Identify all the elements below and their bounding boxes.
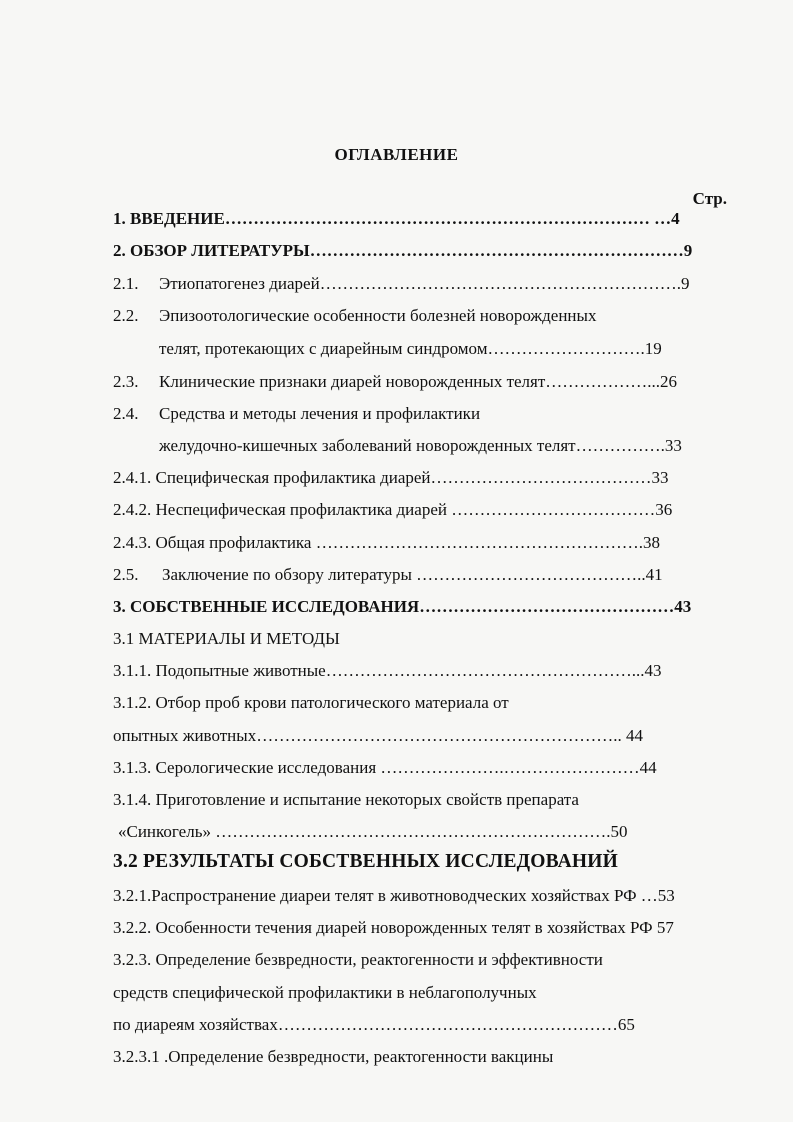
toc-entry: 2. ОБЗОР ЛИТЕРАТУРЫ…………………………………………………………9	[113, 241, 693, 260]
toc-entry: Средства и методы лечения и профилактики	[159, 404, 481, 423]
toc-entry: 3. СОБСТВЕННЫЕ ИССЛЕДОВАНИЯ………………………………………43	[113, 597, 692, 616]
page-column-label: Стр.	[692, 189, 727, 208]
toc-entry: 1. ВВЕДЕНИЕ………………………………………………………………… …4	[113, 209, 680, 228]
toc-entry-continuation: желудочно-кишечных заболеваний новорожденных телят…………….33	[159, 436, 682, 455]
toc-section-heading: 3.1 МАТЕРИАЛЫ И МЕТОДЫ	[113, 629, 340, 648]
toc-entry: Клинические признаки диарей новорожденных телят………………...26	[159, 372, 678, 391]
toc-entry-number: 2.2.	[113, 306, 139, 325]
toc-entry: 3.1.2. Отбор проб крови патологического материала от	[113, 693, 509, 712]
toc-entry-number: 2.3.	[113, 372, 139, 391]
toc-entry-continuation: телят, протекающих с диарейным синдромом……………………….19	[159, 339, 662, 358]
toc-entry: 2.4.2. Неспецифическая профилактика диарей ………………………………36	[113, 500, 673, 519]
toc-entry: 3.1.1. Подопытные животные………………………………………………...43	[113, 661, 662, 680]
toc-entry: 3.2.1.Распространение диареи телят в животноводческих хозяйствах РФ …53	[113, 886, 675, 905]
toc-entry-continuation: по диареям хозяйствах……………………………………………………65	[113, 1015, 635, 1034]
toc-entry: 3.2.3.1 .Определение безвредности, реактогенности вакцины	[113, 1047, 554, 1066]
toc-entry: 3.1.3. Серологические исследования ………………….……………………44	[113, 758, 657, 777]
toc-section-heading: 3.2 РЕЗУЛЬТАТЫ СОБСТВЕННЫХ ИССЛЕДОВАНИЙ	[113, 851, 619, 872]
toc-entry-number: 2.1.	[113, 274, 139, 293]
toc-entry: 3.1.4. Приготовление и испытание некоторых свойств препарата	[113, 790, 579, 809]
toc-entry: 2.4.1. Специфическая профилактика диарей…………………………………33	[113, 468, 669, 487]
toc-entry: Этиопатогенез диарей……………………………………………………….9	[159, 274, 690, 293]
toc-entry: Заключение по обзору литературы …………………………………..41	[162, 565, 663, 584]
toc-entry: 2.4.3. Общая профилактика ………………………………………………….38	[113, 533, 660, 552]
toc-entry-continuation: «Синкогель» …………………………………………………………….50	[118, 822, 628, 841]
toc-entry: Эпизоотологические особенности болезней новорожденных	[159, 306, 597, 325]
toc-entry: 3.2.3. Определение безвредности, реактогенности и эффективности	[113, 950, 603, 969]
toc-entry: 3.2.2. Особенности течения диарей новорожденных телят в хозяйствах РФ 57	[113, 918, 674, 937]
page-title: ОГЛАВЛЕНИЕ	[334, 145, 459, 164]
toc-entry-number: 2.4.	[113, 404, 139, 423]
toc-entry-continuation: средств специфической профилактики в неблагополучных	[113, 983, 537, 1002]
toc-entry-continuation: опытных животных……………………………………………………….. 44	[113, 726, 643, 745]
toc-entry-number: 2.5.	[113, 565, 139, 584]
